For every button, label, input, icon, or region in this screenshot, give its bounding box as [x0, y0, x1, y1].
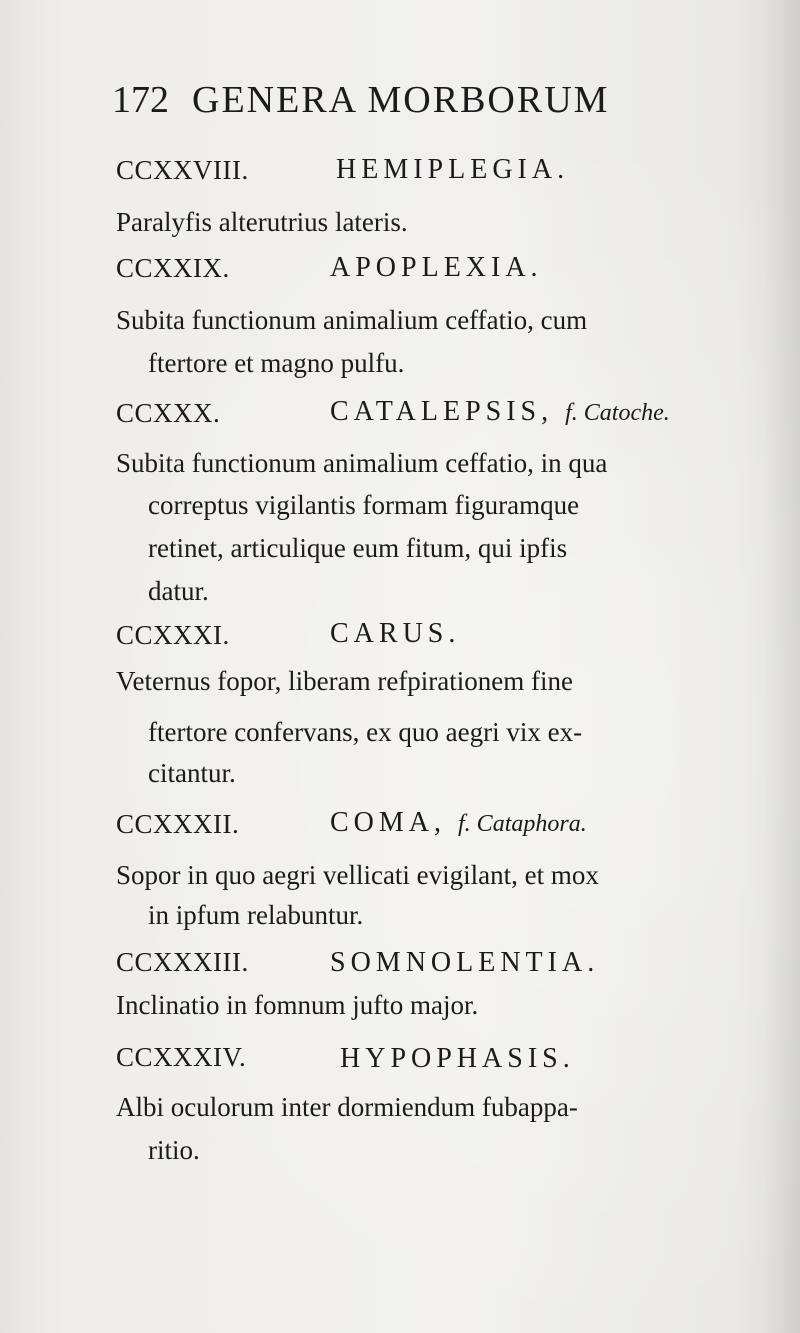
entry-description-line: Paralyfis alterutrius lateris.	[116, 207, 408, 237]
entry-description-line: ftertore et magno pulfu.	[148, 348, 405, 378]
entry-description-line: datur.	[148, 576, 209, 606]
entry-term	[330, 618, 460, 650]
entry-term	[330, 252, 543, 284]
entry-description-line: citantur.	[148, 758, 236, 788]
entry-description-line: Veternus fopor, liberam refpirationem fine	[116, 666, 573, 696]
entry-number: CCXXX.	[116, 398, 221, 428]
entry-term	[336, 154, 569, 186]
entry-description-line: ftertore confervans, ex quo aegri vix ex-	[148, 717, 583, 747]
entry-description-line: in ipfum relabuntur.	[148, 900, 364, 930]
entry-description-line: correptus vigilantis formam figuramque	[148, 490, 580, 520]
entry-synonym: f. Cataphora.	[458, 811, 587, 837]
running-header	[112, 78, 712, 122]
entry-description-line: Inclinatio in fomnum jufto major.	[116, 990, 479, 1020]
running-title: GENERA MORBORUM	[192, 79, 610, 121]
entry-description-line: Albi oculorum inter dormiendum fubappa-	[116, 1092, 578, 1122]
entry-number: CCXXXII.	[116, 809, 240, 839]
entry-description-line: Subita functionum animalium ceffatio, in qua	[116, 448, 608, 478]
entry-description-line: Subita functionum animalium ceffatio, cum	[116, 305, 588, 335]
entry-number: CCXXXI.	[116, 620, 230, 650]
page-number: 172	[112, 79, 169, 121]
entry-term-name: CARUS.	[330, 618, 461, 649]
entry-term-name: SOMNOLENTIA.	[330, 947, 600, 978]
entry-description-line: retinet, articulique eum fitum, qui ipfis	[148, 533, 568, 563]
entry-synonym: f. Catoche.	[565, 400, 670, 426]
entry-number: CCXXXIV.	[116, 1042, 247, 1072]
entry-number: CCXXVIII.	[116, 155, 249, 185]
entry-term-name: APOPLEXIA.	[330, 252, 543, 283]
entry-number: CCXXXIII.	[116, 947, 249, 977]
entry-number: CCXXIX.	[116, 253, 230, 283]
entry-term-name: HEMIPLEGIA.	[336, 154, 570, 185]
entry-term	[340, 1043, 575, 1075]
entry-description-line: Sopor in quo aegri vellicati evigilant, et mox	[116, 860, 599, 890]
entry-term	[330, 807, 587, 839]
page-edge-shadow	[764, 0, 800, 1333]
entry-term	[330, 396, 670, 428]
entry-term	[330, 947, 599, 979]
entry-term-name: CATALEPSIS,	[330, 396, 554, 427]
entry-term-name: HYPOPHASIS.	[340, 1043, 575, 1074]
entry-description-line: ritio.	[148, 1135, 200, 1165]
entry-term-name: COMA,	[330, 807, 447, 838]
